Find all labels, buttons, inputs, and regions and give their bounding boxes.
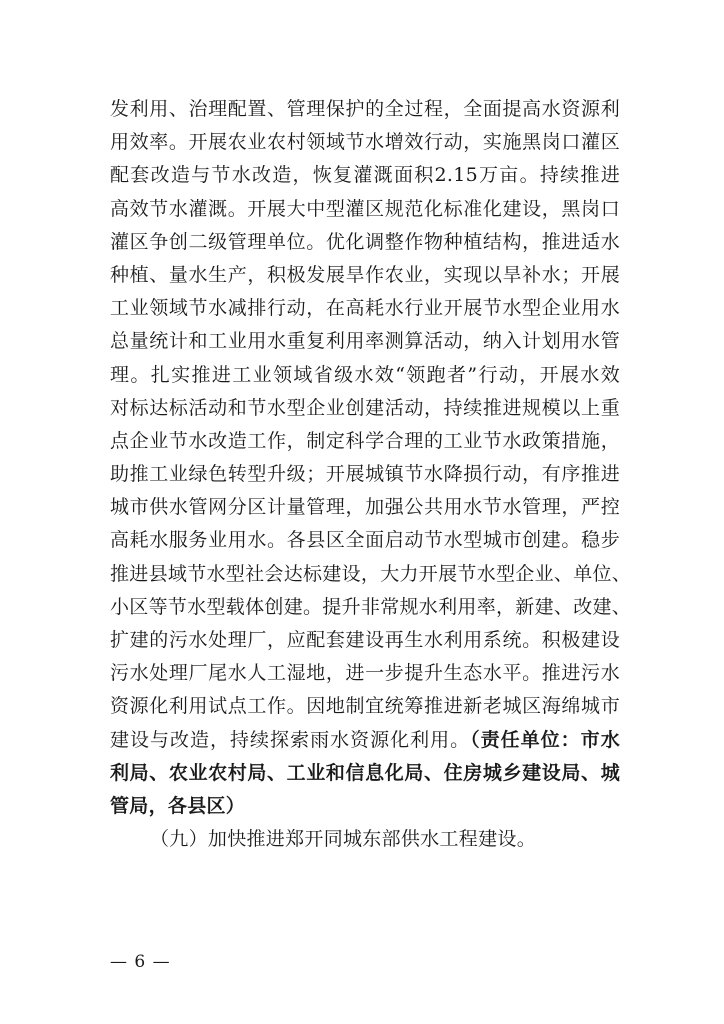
paragraph-text: 建设与改造，持续探索雨水资源化利用。	[110, 728, 471, 751]
responsible-units-line: 利局、农业农村局、工业和信息化局、住房城乡建设局、城	[110, 761, 620, 784]
page-number: — 6 —	[110, 952, 171, 972]
paragraph-line: 灌区争创二级管理单位。优化调整作物种植结构，推进适水	[110, 230, 620, 253]
paragraph-line: 推进县域节水型社会达标建设，大力开展节水型企业、单位、	[110, 562, 632, 585]
paragraph-line: 高耗水服务业用水。各县区全面启动节水型城市创建。稳步	[110, 529, 620, 552]
responsible-units-label: （责任单位：市水	[470, 728, 620, 751]
paragraph-line: 助推工业绿色转型升级；开展城镇节水降损行动，有序推进	[110, 463, 620, 486]
paragraph-line: 工业领域节水减排行动，在高耗水行业开展节水型企业用水	[110, 297, 620, 320]
paragraph-line: 总量统计和工业用水重复利用率测算活动，纳入计划用水管	[110, 330, 620, 353]
paragraph-line: 小区等节水型载体创建。提升非常规水利用率，新建、改建、	[110, 595, 632, 618]
body-paragraph	[110, 93, 632, 856]
paragraph-line: 点企业节水改造工作，制定科学合理的工业节水政策措施，	[110, 429, 620, 452]
paragraph-line: 扩建的污水处理厂，应配套建设再生水利用系统。积极建设	[110, 629, 620, 651]
paragraph-line: 城市供水管网分区计量管理，加强公共用水节水管理，严控	[110, 496, 620, 519]
paragraph-line: 对标达标活动和节水型企业创建活动，持续推进规模以上重	[110, 396, 620, 419]
paragraph-line-mixed	[110, 724, 620, 757]
paragraph-line: 发利用、治理配置、管理保护的全过程，全面提高水资源利	[110, 98, 620, 120]
paragraph-line: 高效节水灌溉。开展大中型灌区规范化标准化建设，黑岗口	[110, 197, 620, 220]
paragraph-line: 理。扎实推进工业领域省级水效“领跑者”行动，开展水效	[110, 363, 620, 386]
responsible-units-line: 管局，各县区）	[110, 794, 246, 817]
section-heading: （九）加快推进郑开同城东部供水工程建设。	[150, 828, 537, 851]
paragraph-line: 配套改造与节水改造，恢复灌溉面积2.15万亩。持续推进	[110, 164, 620, 187]
paragraph-line: 污水处理厂尾水人工湿地，进一步提升生态水平。推进污水	[110, 662, 620, 685]
paragraph-line: 资源化利用试点工作。因地制宜统筹推进新老城区海绵城市	[110, 695, 620, 718]
paragraph-line: 用效率。开展农业农村领域节水增效行动，实施黑岗口灌区	[110, 131, 620, 154]
paragraph-line: 种植、量水生产，积极发展旱作农业，实现以旱补水；开展	[110, 263, 620, 286]
